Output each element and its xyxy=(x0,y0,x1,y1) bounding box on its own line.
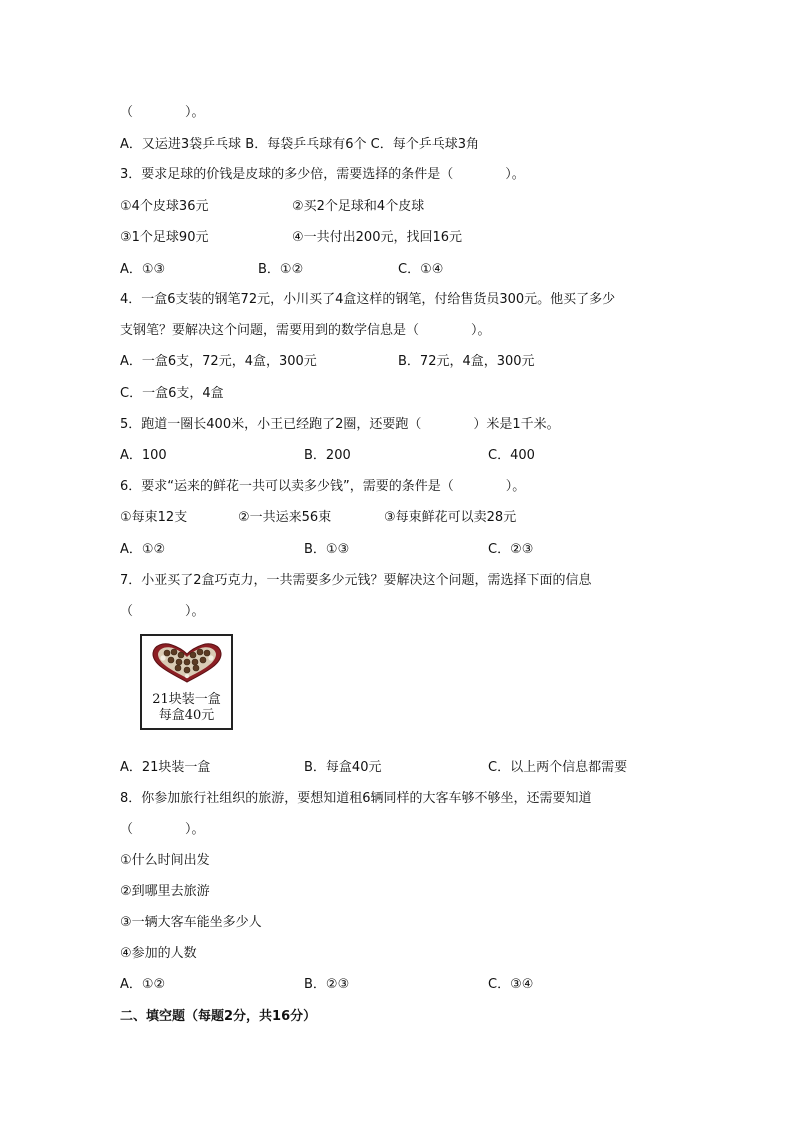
q3-condition-4: ④一共付出200元，找回16元 xyxy=(292,230,463,245)
q8-stem: 8．你参加旅行社组织的旅游，要想知道租6辆同样的大客车够不够坐，还需要知道 xyxy=(120,791,592,806)
q5-option-b: B．200 xyxy=(304,448,351,463)
q5-option-a: A．100 xyxy=(120,448,167,463)
q3-condition-2: ②买2个足球和4个皮球 xyxy=(292,199,425,214)
q8-paren-line: （ ）。 xyxy=(120,822,205,837)
q3-stem: 3．要求足球的价钱是皮球的多少倍，需要选择的条件是（ ）。 xyxy=(120,167,525,182)
q7-option-b: B．每盒40元 xyxy=(304,760,382,775)
figure-price-label: 每盒40元 xyxy=(158,708,215,723)
q8-condition-3: ③一辆大客车能坐多少人 xyxy=(120,915,262,930)
q6-condition-2: ②一共运来56束 xyxy=(238,510,332,525)
figure-pieces-label: 21块装一盒 xyxy=(152,692,221,707)
section-2-title: 二、填空题（每题2分，共16分） xyxy=(120,1009,317,1024)
q8-condition-4: ④参加的人数 xyxy=(120,946,197,961)
q4-option-b: B．72元，4盒，300元 xyxy=(398,354,535,369)
q7-option-a: A．21块装一盒 xyxy=(120,760,211,775)
q3-option-b: B．①② xyxy=(258,262,304,277)
q6-option-c: C．②③ xyxy=(488,542,534,557)
q8-condition-1: ①什么时间出发 xyxy=(120,853,210,868)
q6-stem: 6．要求“运来的鲜花一共可以卖多少钱”，需要的条件是（ ）。 xyxy=(120,479,526,494)
q4-stem-line-2: 支钢笔？要解决这个问题，需要用到的数学信息是（ ）。 xyxy=(120,323,491,338)
q8-option-c: C．③④ xyxy=(488,977,534,992)
q4-option-c: C．一盒6支，4盒 xyxy=(120,386,224,401)
q6-option-b: B．①③ xyxy=(304,542,350,557)
q3-option-a: A．①③ xyxy=(120,262,166,277)
q8-condition-2: ②到哪里去旅游 xyxy=(120,884,210,899)
q7-paren-line: （ ）。 xyxy=(120,604,205,619)
q2-options: A．又运进3袋乒乓球 B．每袋乒乓球有6个 C．每个乒乓球3角 xyxy=(120,137,479,152)
q6-option-a: A．①② xyxy=(120,542,166,557)
q4-option-a: A．一盒6支，72元，4盒，300元 xyxy=(120,354,317,369)
q7-stem: 7．小亚买了2盒巧克力，一共需要多少元钱？要解决这个问题，需选择下面的信息 xyxy=(120,573,592,588)
chocolate-box-figure xyxy=(140,634,233,730)
q3-condition-3: ③1个足球90元 xyxy=(120,230,209,245)
q8-option-a: A．①② xyxy=(120,977,166,992)
q3-condition-1: ①4个皮球36元 xyxy=(120,199,209,214)
q6-condition-3: ③每束鲜花可以卖28元 xyxy=(384,510,517,525)
q7-option-c: C．以上两个信息都需要 xyxy=(488,760,628,775)
q8-option-b: B．②③ xyxy=(304,977,350,992)
q5-stem: 5．跑道一圈长400米，小王已经跑了2圈，还要跑（ ）米是1千米。 xyxy=(120,417,560,432)
q4-stem-line-1: 4．一盒6支装的钢笔72元，小川买了4盒这样的钢笔，付给售货员300元。他买了多少 xyxy=(120,292,616,307)
q6-condition-1: ①每束12支 xyxy=(120,510,188,525)
q3-option-c: C．①④ xyxy=(398,262,444,277)
q2-paren-line: （ ）。 xyxy=(120,105,205,120)
chocolate-box-icon xyxy=(148,640,226,684)
q5-option-c: C．400 xyxy=(488,448,535,463)
